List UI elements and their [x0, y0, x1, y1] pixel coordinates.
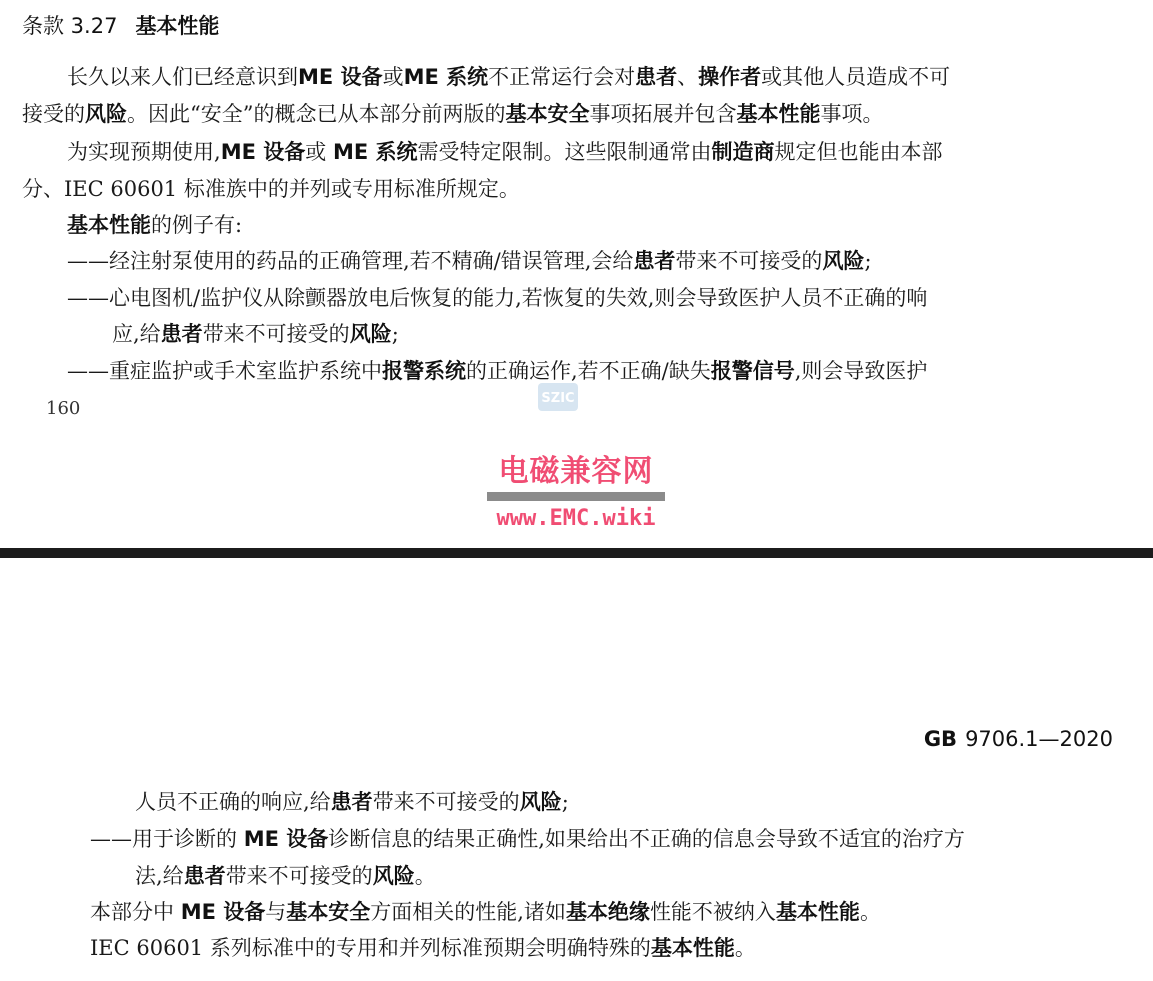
watermark-bar: [487, 492, 665, 501]
text-run: 方面相关的性能,诸如: [370, 900, 566, 924]
defined-term: 基本性能: [736, 102, 821, 126]
standard-prefix: GB: [923, 727, 958, 751]
paragraph-line: [67, 67, 950, 88]
defined-term: 操作者: [698, 65, 762, 89]
clause-number: 条款 3.27: [22, 14, 118, 38]
text-run: 带来不可接受的: [372, 790, 520, 814]
defined-term: 基本性能: [650, 936, 735, 960]
defined-term: ME 设备: [180, 900, 266, 924]
text-run: 本部分中: [90, 900, 181, 924]
text-run: ;: [561, 790, 569, 814]
text-run: 不正常运行会对: [488, 65, 636, 89]
defined-term: 风险: [519, 790, 562, 814]
text-run: 为实现预期使用,: [67, 140, 221, 164]
text-run: 、: [677, 65, 699, 89]
defined-term: 制造商: [711, 140, 775, 164]
paragraph-line: [22, 179, 520, 200]
text-run: 或: [305, 140, 333, 164]
defined-term: 基本绝缘: [565, 900, 650, 924]
text-run: 。: [414, 864, 436, 888]
defined-term: 风险: [85, 102, 127, 126]
text-run: 或: [382, 65, 404, 89]
text-run: ——重症监护或手术室监护系统中: [67, 359, 382, 383]
defined-term: ME 系统: [332, 140, 418, 164]
text-run: 接受的: [22, 102, 85, 126]
paragraph-line: [22, 104, 883, 125]
text-run: 事项拓展并包含: [589, 102, 737, 126]
defined-term: 基本安全: [286, 900, 371, 924]
text-run: 诊断信息的结果正确性,如果给出不正确的信息会导致不适宜的治疗方: [328, 827, 965, 851]
text-run: 带来不可接受的: [675, 249, 823, 273]
defined-term: 基本性能: [775, 900, 860, 924]
text-run: ;: [391, 322, 399, 346]
paragraph-line: [90, 902, 881, 923]
defined-term: ME 系统: [403, 65, 489, 89]
text-run: ,则会导致医护: [794, 359, 928, 383]
list-item-continuation: [135, 792, 569, 813]
defined-term: 风险: [349, 322, 392, 346]
defined-term: 基本安全: [505, 102, 590, 126]
text-run: ;: [864, 249, 872, 273]
paragraph-line: [67, 142, 943, 163]
defined-term: 报警信号: [710, 359, 795, 383]
defined-term: ME 设备: [298, 65, 383, 89]
page-number: 160: [46, 398, 81, 419]
text-run: 需受特定限制。这些限制通常由: [417, 140, 712, 164]
list-item: [67, 251, 872, 272]
text-run: 带来不可接受的: [225, 864, 373, 888]
defined-term: 风险: [372, 864, 415, 888]
list-item: [67, 361, 927, 382]
watermark-url: www.EMC.wiki: [496, 506, 656, 531]
text-run: 的正确运作,若不正确/缺失: [466, 359, 711, 383]
paragraph-line: [90, 938, 756, 959]
standard-code: 9706.1—2020: [965, 727, 1113, 751]
text-run: 带来不可接受的: [202, 322, 350, 346]
defined-term: 报警系统: [382, 359, 466, 383]
text-run: 。因此“安全”的概念已从本部分前两版的: [127, 102, 506, 126]
text-run: 或其他人员造成不可: [761, 65, 951, 89]
defined-term: 患者: [633, 249, 676, 273]
watermark-logo: [537, 382, 579, 412]
text-run: 的例子有:: [151, 213, 243, 237]
text-run: 法,给: [135, 864, 184, 888]
defined-term: 患者: [183, 864, 226, 888]
defined-term: ME 设备: [220, 140, 306, 164]
list-item-continuation: [135, 866, 436, 887]
svg-text:SZIC: SZIC: [541, 391, 575, 406]
text-run: 。: [734, 936, 756, 960]
text-run: ——心电图机/监护仪从除颤器放电后恢复的能力,若恢复的失效,则会导致医护人员不正确的响: [67, 286, 928, 310]
clause-title: 基本性能: [135, 14, 220, 38]
page-divider: [0, 548, 1153, 558]
list-item-continuation: [112, 324, 399, 345]
text-run: IEC 60601 系列标准中的专用和并列标准预期会明确特殊的: [90, 936, 651, 960]
defined-term: 患者: [330, 790, 373, 814]
text-run: 与: [265, 900, 287, 924]
text-run: 规定但也能由本部: [774, 140, 943, 164]
clause-heading: [22, 10, 219, 40]
list-item: [90, 829, 965, 850]
text-run: 分、IEC 60601 标准族中的并列或专用标准所规定。: [22, 177, 520, 201]
paragraph-line: [67, 215, 242, 236]
text-run: 事项。: [820, 102, 884, 126]
defined-term: 患者: [635, 65, 678, 89]
text-run: ——经注射泵使用的药品的正确管理,若不精确/错误管理,会给: [67, 249, 634, 273]
text-run: 应,给: [112, 322, 161, 346]
defined-term: 患者: [160, 322, 203, 346]
defined-term: 基本性能: [67, 213, 151, 237]
watermark-text: 电磁兼容网: [498, 454, 654, 489]
text-run: 人员不正确的响应,给: [135, 790, 331, 814]
text-run: 长久以来人们已经意识到: [67, 65, 298, 89]
text-run: 。: [859, 900, 881, 924]
defined-term: ME 设备: [243, 827, 329, 851]
standard-number: [924, 727, 1113, 751]
defined-term: 风险: [822, 249, 865, 273]
text-run: ——用于诊断的: [90, 827, 244, 851]
list-item: [67, 288, 927, 309]
text-run: 性能不被纳入: [649, 900, 776, 924]
